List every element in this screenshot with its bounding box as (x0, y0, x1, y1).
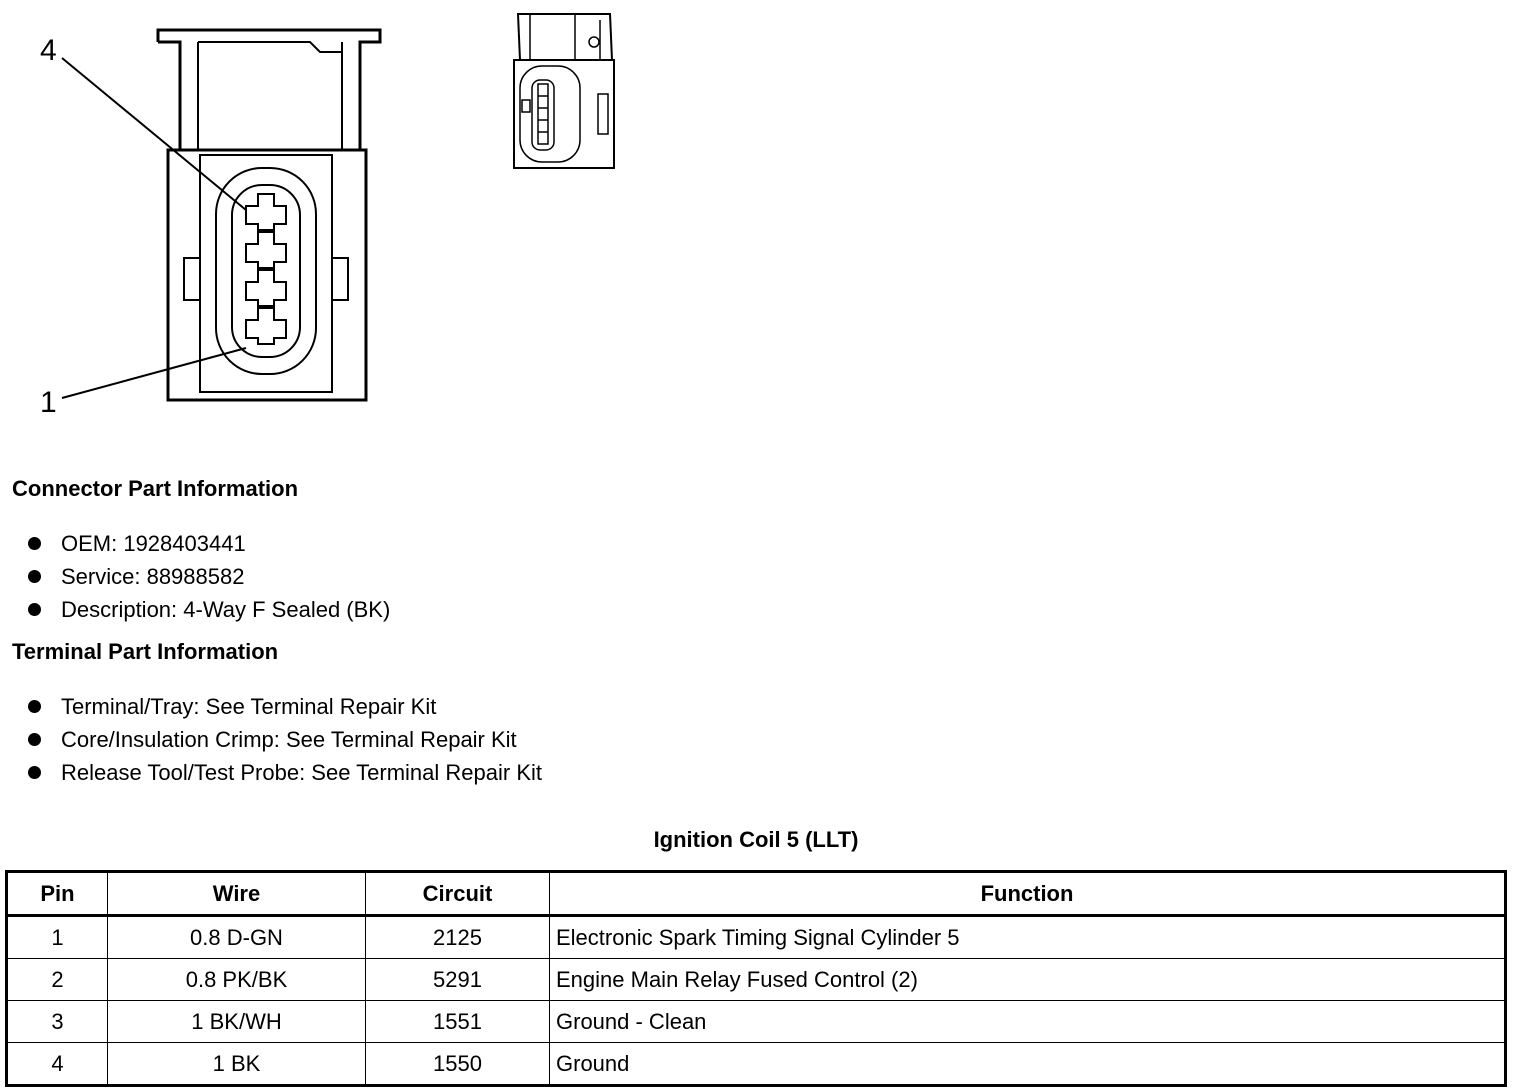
header-function: Function (550, 872, 1506, 916)
terminal-cavity-1 (246, 308, 286, 344)
cell-circuit: 2125 (366, 916, 550, 959)
leader-line-1 (62, 348, 246, 398)
terminal-cavity-3 (246, 232, 286, 268)
header-pin: Pin (7, 872, 108, 916)
cell-function: Engine Main Relay Fused Control (2) (550, 959, 1506, 1001)
table-row (7, 1043, 1506, 1086)
list-item: Description: 4-Way F Sealed (BK) (28, 593, 390, 626)
table-header-row (7, 872, 1506, 916)
terminal-cavity-2 (246, 270, 286, 306)
connector-body (168, 150, 366, 400)
cell-pin: 3 (7, 1001, 108, 1043)
terminal-info-list (28, 690, 542, 789)
connector-latch (158, 30, 380, 150)
table-row (7, 916, 1506, 959)
list-item: Service: 88988582 (28, 560, 390, 593)
header-circuit: Circuit (366, 872, 550, 916)
cell-function: Ground - Clean (550, 1001, 1506, 1043)
cell-wire: 1 BK/WH (108, 1001, 366, 1043)
bullet-icon (28, 733, 41, 746)
cell-circuit: 1551 (366, 1001, 550, 1043)
connector-info-list (28, 527, 390, 626)
cell-circuit: 1550 (366, 1043, 550, 1086)
cell-function: Electronic Spark Timing Signal Cylinder 5 (550, 916, 1506, 959)
connector-thumbnail (514, 14, 614, 168)
bullet-icon (28, 537, 41, 550)
list-item: Core/Insulation Crimp: See Terminal Repair Kit (28, 723, 542, 756)
pinout-table (5, 870, 1507, 1087)
table-row (7, 959, 1506, 1001)
cell-function: Ground (550, 1043, 1506, 1086)
header-wire: Wire (108, 872, 366, 916)
connector-info-heading: Connector Part Information (12, 476, 299, 501)
cell-pin: 1 (7, 916, 108, 959)
bullet-icon (28, 766, 41, 779)
list-item: Release Tool/Test Probe: See Terminal Repair Kit (28, 756, 542, 789)
list-item: Terminal/Tray: See Terminal Repair Kit (28, 690, 542, 723)
table-row (7, 1001, 1506, 1043)
cell-wire: 0.8 PK/BK (108, 959, 366, 1001)
list-item: OEM: 1928403441 (28, 527, 390, 560)
cell-pin: 4 (7, 1043, 108, 1086)
bullet-icon (28, 700, 41, 713)
bullet-icon (28, 570, 41, 583)
callout-4: 4 (40, 34, 57, 67)
cell-wire: 1 BK (108, 1043, 366, 1086)
callout-1: 1 (40, 386, 57, 419)
cell-circuit: 5291 (366, 959, 550, 1001)
cell-pin: 2 (7, 959, 108, 1001)
connector-diagram (0, 0, 700, 450)
terminal-info-heading: Terminal Part Information (12, 639, 279, 664)
table-title: Ignition Coil 5 (LLT) (653, 827, 859, 852)
cell-wire: 0.8 D-GN (108, 916, 366, 959)
terminal-cavity-4 (246, 194, 286, 230)
bullet-icon (28, 603, 41, 616)
leader-line-4 (62, 58, 246, 210)
